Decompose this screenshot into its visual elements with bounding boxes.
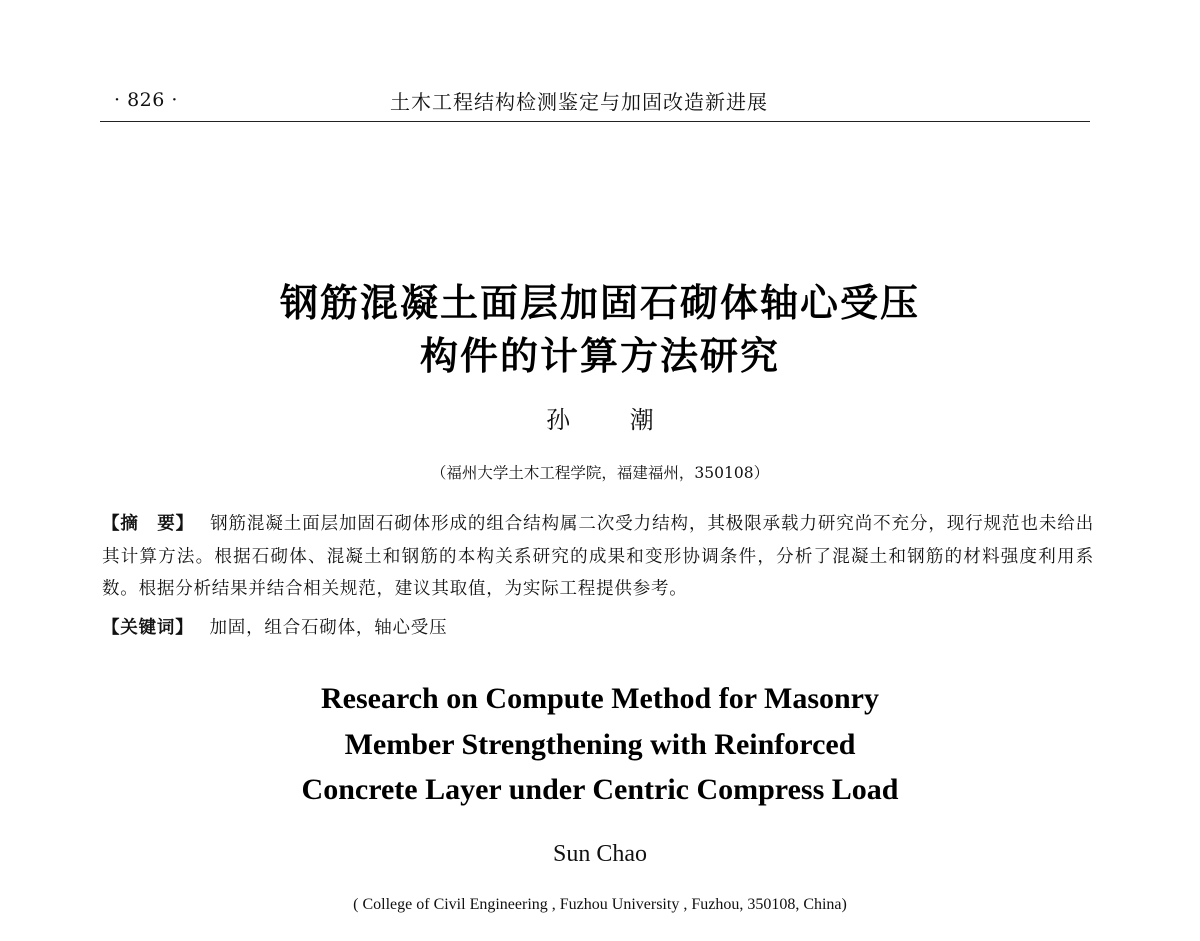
chinese-keywords bbox=[102, 614, 1094, 639]
keywords-label: 【关键词】 bbox=[102, 618, 194, 638]
header-divider bbox=[100, 121, 1090, 122]
chinese-author: 孙 潮 bbox=[546, 406, 680, 434]
running-header-title: 土木工程结构检测鉴定与加固改造新进展 bbox=[390, 90, 768, 114]
english-title-line-2: Member Strengthening with Reinforced bbox=[344, 728, 856, 761]
abstract-text: 钢筋混凝土面层加固石砌体形成的组合结构属二次受力结构，其极限承载力研究尚不充分，现行规范也未给出其计算方法。根据石砌体、混凝土和钢筋的本构关系研究的成果和变形协调条件，分析了混凝土和钢筋的材料强度利用系数。根据分析结果并结合相关规范，建议其取值，为实际工程提供参考。 bbox=[102, 514, 1094, 599]
chinese-abstract bbox=[102, 508, 1094, 606]
english-title-line-3: Concrete Layer under Centric Compress Load bbox=[301, 773, 899, 806]
keywords-text: 加固，组合石砌体，轴心受压 bbox=[209, 618, 448, 638]
chinese-title-line-2: 构件的计算方法研究 bbox=[419, 334, 780, 378]
abstract-label: 【摘 要】 bbox=[102, 514, 195, 534]
chinese-title-line-1: 钢筋混凝土面层加固石砌体轴心受压 bbox=[279, 281, 920, 325]
english-affiliation: ( College of Civil Engineering , Fuzhou University , Fuzhou, 350108, China) bbox=[353, 896, 847, 913]
english-title-line-1: Research on Compute Method for Masonry bbox=[320, 682, 879, 715]
chinese-affiliation: （福州大学土木工程学院，福建福州，350108） bbox=[430, 464, 770, 482]
english-author: Sun Chao bbox=[552, 841, 647, 867]
page-number: · 826 · bbox=[114, 89, 178, 111]
